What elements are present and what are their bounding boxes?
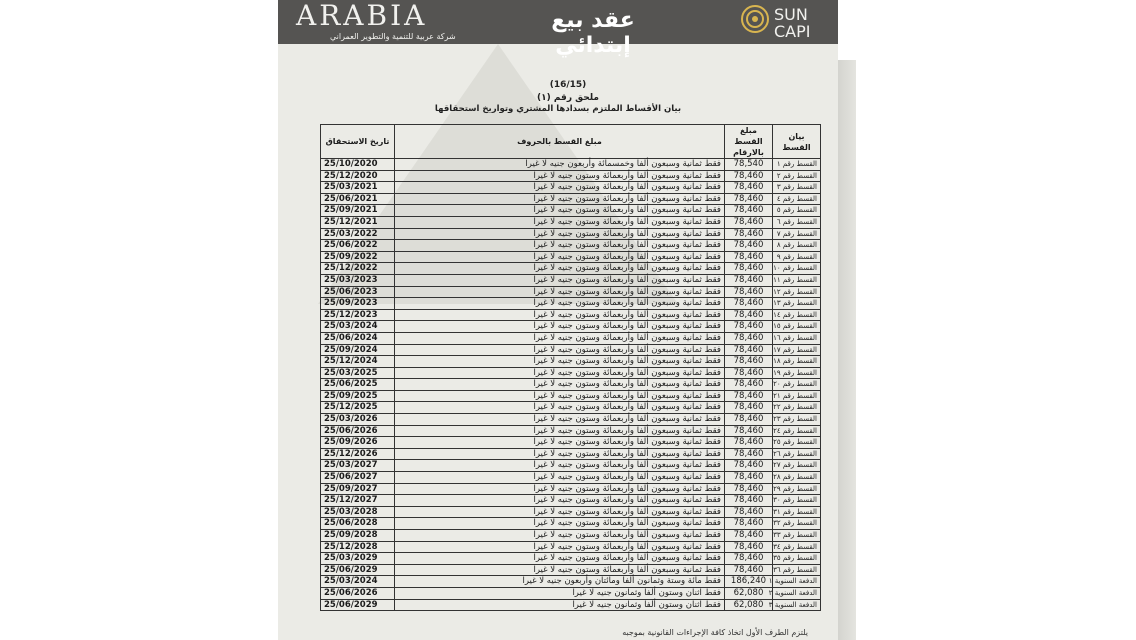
cell-amount: 78,460 <box>725 437 773 449</box>
cell-amount: 78,460 <box>725 402 773 414</box>
cell-label: القسط رقم ٢٠ <box>773 379 821 391</box>
col-header-words: مبلغ القسط بالحروف <box>395 125 725 159</box>
table-header-row <box>321 125 821 159</box>
cell-label: القسط رقم ٢٨ <box>773 472 821 484</box>
cell-date: 25/06/2026 <box>321 425 395 437</box>
footer-note: يلتزم الطرف الأول اتخاذ كافة الإجراءات القانونية بموجبه <box>622 628 808 637</box>
table-row <box>321 564 821 576</box>
cell-label: القسط رقم ١٤ <box>773 309 821 321</box>
arabia-subtitle: شركة عربية للتنمية والتطوير العمراني <box>330 32 456 41</box>
arabia-wordmark: ARABIA <box>296 0 428 32</box>
cell-date: 25/09/2021 <box>321 205 395 217</box>
table-row <box>321 298 821 310</box>
table-row <box>321 530 821 542</box>
table-row <box>321 414 821 426</box>
table-row <box>321 472 821 484</box>
cell-amount: 78,460 <box>725 414 773 426</box>
cell-words: فقط ثمانية وسبعون ألفا وأربعمائة وستون جنيه لا غيرا <box>395 286 725 298</box>
cell-words: فقط ثمانية وسبعون ألفا وأربعمائة وستون جنيه لا غيرا <box>395 506 725 518</box>
cell-words: فقط ثمانية وسبعون ألفا وأربعمائة وستون جنيه لا غيرا <box>395 332 725 344</box>
table-row <box>321 344 821 356</box>
cell-words: فقط ثمانية وسبعون ألفا وأربعمائة وستون جنيه لا غيرا <box>395 367 725 379</box>
cell-date: 25/12/2027 <box>321 495 395 507</box>
cell-words: فقط ثمانية وسبعون ألفا وأربعمائة وستون جنيه لا غيرا <box>395 530 725 542</box>
cell-label: القسط رقم ٨ <box>773 240 821 252</box>
cell-date: 25/12/2025 <box>321 402 395 414</box>
cell-label: القسط رقم ١٩ <box>773 367 821 379</box>
table-row <box>321 587 821 599</box>
cell-words: فقط ثمانية وسبعون ألفا وأربعمائة وستون جنيه لا غيرا <box>395 228 725 240</box>
cell-words: فقط ثمانية وسبعون ألفا وأربعمائة وستون جنيه لا غيرا <box>395 495 725 507</box>
table-row <box>321 216 821 228</box>
table-row <box>321 495 821 507</box>
cell-date: 25/06/2029 <box>321 564 395 576</box>
cell-label: القسط رقم ١٨ <box>773 356 821 368</box>
cell-date: 25/12/2022 <box>321 263 395 275</box>
cell-amount: 78,460 <box>725 448 773 460</box>
cell-amount: 78,460 <box>725 205 773 217</box>
cell-amount: 78,460 <box>725 274 773 286</box>
cell-words: فقط ثمانية وسبعون ألفا وأربعمائة وستون جنيه لا غيرا <box>395 216 725 228</box>
cell-amount: 78,460 <box>725 518 773 530</box>
cell-label: الدفعة السنوية ١ <box>773 576 821 588</box>
cell-amount: 78,460 <box>725 251 773 263</box>
cell-date: 25/03/2025 <box>321 367 395 379</box>
cell-date: 25/09/2022 <box>321 251 395 263</box>
page-header <box>278 0 838 58</box>
cell-label: القسط رقم ٢٥ <box>773 437 821 449</box>
cell-words: فقط ثمانية وسبعون ألفا وأربعمائة وستون جنيه لا غيرا <box>395 182 725 194</box>
cell-amount: 78,460 <box>725 182 773 194</box>
cell-words: فقط ثمانية وسبعون ألفا وأربعمائة وستون جنيه لا غيرا <box>395 309 725 321</box>
cell-label: القسط رقم ١٢ <box>773 286 821 298</box>
cell-label: القسط رقم ٣٦ <box>773 564 821 576</box>
cell-date: 25/03/2022 <box>321 228 395 240</box>
cell-label: القسط رقم ٧ <box>773 228 821 240</box>
table-row <box>321 240 821 252</box>
cell-words: فقط ثمانية وسبعون ألفا وأربعمائة وستون جنيه لا غيرا <box>395 472 725 484</box>
cell-label: القسط رقم ٣٢ <box>773 518 821 530</box>
cell-words: فقط ثمانية وسبعون ألفا وأربعمائة وستون جنيه لا غيرا <box>395 460 725 472</box>
cell-date: 25/10/2020 <box>321 159 395 171</box>
cell-date: 25/03/2027 <box>321 460 395 472</box>
table-row <box>321 356 821 368</box>
table-body <box>321 159 821 611</box>
cell-date: 25/12/2026 <box>321 448 395 460</box>
cell-words: فقط ثمانية وسبعون ألفا وأربعمائة وستون جنيه لا غيرا <box>395 564 725 576</box>
table-row <box>321 518 821 530</box>
cell-amount: 78,460 <box>725 367 773 379</box>
cell-words: فقط ثمانية وسبعون ألفا وأربعمائة وستون جنيه لا غيرا <box>395 379 725 391</box>
cell-amount: 186,240 <box>725 576 773 588</box>
cell-date: 25/06/2023 <box>321 286 395 298</box>
cell-label: القسط رقم ٣٥ <box>773 553 821 565</box>
cell-amount: 78,460 <box>725 298 773 310</box>
col-header-date: تاريخ الاستحقاق <box>321 125 395 159</box>
cell-date: 25/06/2025 <box>321 379 395 391</box>
col-header-label: بيان القسط <box>773 125 821 159</box>
cell-label: القسط رقم ١٧ <box>773 344 821 356</box>
sun-capital-logo <box>740 0 838 44</box>
cell-words: فقط ثمانية وسبعون ألفا وأربعمائة وستون جنيه لا غيرا <box>395 402 725 414</box>
cell-amount: 78,460 <box>725 263 773 275</box>
cell-amount: 78,460 <box>725 344 773 356</box>
table-row <box>321 170 821 182</box>
cell-label: القسط رقم ٥ <box>773 205 821 217</box>
cell-words: فقط ثمانية وسبعون ألفا وأربعمائة وستون جنيه لا غيرا <box>395 321 725 333</box>
cell-date: 25/03/2024 <box>321 321 395 333</box>
cell-date: 25/09/2026 <box>321 437 395 449</box>
cell-amount: 78,460 <box>725 193 773 205</box>
cell-words: فقط ثمانية وسبعون ألفا وأربعمائة وستون جنيه لا غيرا <box>395 170 725 182</box>
cell-words: فقط ثمانية وسبعون ألفا وأربعمائة وستون جنيه لا غيرا <box>395 425 725 437</box>
cell-date: 25/12/2020 <box>321 170 395 182</box>
document-page <box>278 0 838 640</box>
cell-amount: 78,460 <box>725 170 773 182</box>
cell-amount: 78,460 <box>725 506 773 518</box>
cell-words: فقط ثمانية وسبعون ألفا وأربعمائة وستون جنيه لا غيرا <box>395 274 725 286</box>
table-row <box>321 205 821 217</box>
table-row <box>321 576 821 588</box>
cell-amount: 78,460 <box>725 564 773 576</box>
cell-label: القسط رقم ١١ <box>773 274 821 286</box>
cell-date: 25/06/2021 <box>321 193 395 205</box>
cell-label: القسط رقم ٢٧ <box>773 460 821 472</box>
annex-title: ملحق رقم (١) <box>537 93 599 103</box>
table-row <box>321 182 821 194</box>
table-row <box>321 483 821 495</box>
table-row <box>321 506 821 518</box>
cell-words: فقط ثمانية وسبعون ألفا وأربعمائة وستون جنيه لا غيرا <box>395 193 725 205</box>
table-row <box>321 437 821 449</box>
installments-table <box>320 124 821 611</box>
table-row <box>321 332 821 344</box>
arabia-logo <box>296 2 456 42</box>
cell-amount: 62,080 <box>725 599 773 611</box>
table-row <box>321 448 821 460</box>
page-number: (16/15) <box>549 80 587 90</box>
table-row <box>321 367 821 379</box>
cell-label: القسط رقم ٣٠ <box>773 495 821 507</box>
table-row <box>321 553 821 565</box>
sun-rings-icon <box>740 4 770 34</box>
cell-amount: 78,460 <box>725 332 773 344</box>
cell-date: 25/12/2028 <box>321 541 395 553</box>
cell-label: القسط رقم ٣١ <box>773 506 821 518</box>
cell-amount: 78,460 <box>725 286 773 298</box>
cell-words: فقط ثمانية وسبعون ألفا وأربعمائة وستون جنيه لا غيرا <box>395 240 725 252</box>
document-title: عقد بيع إبتدائي <box>551 8 635 58</box>
cell-words: فقط ثمانية وسبعون ألفا وأربعمائة وستون جنيه لا غيرا <box>395 263 725 275</box>
table-row <box>321 159 821 171</box>
cell-words: فقط اثنان وستون ألفا وثمانون جنيه لا غيرا <box>395 599 725 611</box>
cell-label: الدفعة السنوية ٢ <box>773 587 821 599</box>
cell-label: القسط رقم ١٣ <box>773 298 821 310</box>
cell-date: 25/12/2023 <box>321 309 395 321</box>
cell-words: فقط ثمانية وسبعون ألفا وأربعمائة وستون جنيه لا غيرا <box>395 390 725 402</box>
cell-amount: 78,460 <box>725 425 773 437</box>
cell-label: القسط رقم ٢٩ <box>773 483 821 495</box>
cell-label: القسط رقم ٢٤ <box>773 425 821 437</box>
cell-date: 25/06/2024 <box>321 332 395 344</box>
cell-date: 25/06/2027 <box>321 472 395 484</box>
cell-words: فقط مائة وستة وثمانون ألفا ومائتان وأربعون جنيه لا غيرا <box>395 576 725 588</box>
cell-date: 25/09/2024 <box>321 344 395 356</box>
cell-amount: 78,460 <box>725 541 773 553</box>
cell-label: القسط رقم ٢١ <box>773 390 821 402</box>
cell-words: فقط ثمانية وسبعون ألفا وأربعمائة وستون جنيه لا غيرا <box>395 344 725 356</box>
cell-words: فقط ثمانية وسبعون ألفا وأربعمائة وستون جنيه لا غيرا <box>395 541 725 553</box>
cell-label: القسط رقم ٢٢ <box>773 402 821 414</box>
cell-date: 25/06/2022 <box>321 240 395 252</box>
cell-words: فقط ثمانية وسبعون ألفا وأربعمائة وستون جنيه لا غيرا <box>395 205 725 217</box>
cell-amount: 78,460 <box>725 216 773 228</box>
cell-label: القسط رقم ٤ <box>773 193 821 205</box>
cell-amount: 78,460 <box>725 228 773 240</box>
cell-date: 25/03/2029 <box>321 553 395 565</box>
table-row <box>321 541 821 553</box>
cell-words: فقط ثمانية وسبعون ألفا وأربعمائة وستون جنيه لا غيرا <box>395 448 725 460</box>
cell-date: 25/09/2025 <box>321 390 395 402</box>
cell-words: فقط ثمانية وسبعون ألفا وأربعمائة وستون جنيه لا غيرا <box>395 414 725 426</box>
cell-label: القسط رقم ٢٣ <box>773 414 821 426</box>
cell-label: الدفعة السنوية ٣ <box>773 599 821 611</box>
cell-label: القسط رقم ٣ <box>773 182 821 194</box>
table-row <box>321 321 821 333</box>
cell-amount: 78,460 <box>725 472 773 484</box>
cell-amount: 78,460 <box>725 530 773 542</box>
table-row <box>321 379 821 391</box>
cell-label: القسط رقم ١٥ <box>773 321 821 333</box>
cell-amount: 78,460 <box>725 309 773 321</box>
table-row <box>321 425 821 437</box>
cell-words: فقط ثمانية وسبعون ألفا وأربعمائة وستون جنيه لا غيرا <box>395 553 725 565</box>
table-row <box>321 460 821 472</box>
cell-words: فقط ثمانية وسبعون ألفا وأربعمائة وستون جنيه لا غيرا <box>395 251 725 263</box>
cell-date: 25/06/2028 <box>321 518 395 530</box>
cell-words: فقط ثمانية وسبعون ألفا وأربعمائة وستون جنيه لا غيرا <box>395 483 725 495</box>
table-row <box>321 390 821 402</box>
cell-amount: 78,460 <box>725 495 773 507</box>
table-row <box>321 309 821 321</box>
cell-date: 25/06/2029 <box>321 599 395 611</box>
table-row <box>321 251 821 263</box>
cell-amount: 78,540 <box>725 159 773 171</box>
cell-amount: 62,080 <box>725 587 773 599</box>
cell-words: فقط ثمانية وسبعون ألفا وأربعمائة وستون جنيه لا غيرا <box>395 518 725 530</box>
cell-date: 25/09/2027 <box>321 483 395 495</box>
col-header-amount: مبلغ القسط بالارقام <box>725 125 773 159</box>
table-row <box>321 402 821 414</box>
cell-amount: 78,460 <box>725 321 773 333</box>
cell-label: القسط رقم ٢٦ <box>773 448 821 460</box>
cell-words: فقط ثمانية وسبعون ألفا وأربعمائة وستون جنيه لا غيرا <box>395 356 725 368</box>
cell-words: فقط اثنان وستون ألفا وثمانون جنيه لا غيرا <box>395 587 725 599</box>
cell-label: القسط رقم ٩ <box>773 251 821 263</box>
table-row <box>321 274 821 286</box>
cell-label: القسط رقم ١٠ <box>773 263 821 275</box>
cell-amount: 78,460 <box>725 483 773 495</box>
table-description: بيان الأقساط الملتزم بسدادها المشتري وتواريخ استحقاقها <box>434 104 682 114</box>
cell-amount: 78,460 <box>725 553 773 565</box>
cell-amount: 78,460 <box>725 460 773 472</box>
cell-amount: 78,460 <box>725 356 773 368</box>
cell-label: القسط رقم ٢ <box>773 170 821 182</box>
cell-date: 25/06/2026 <box>321 587 395 599</box>
cell-label: القسط رقم ١ <box>773 159 821 171</box>
cell-date: 25/03/2028 <box>321 506 395 518</box>
table-row <box>321 286 821 298</box>
cell-label: القسط رقم ٣٣ <box>773 530 821 542</box>
cell-words: فقط ثمانية وسبعون ألفا وأربعمائة وستون جنيه لا غيرا <box>395 298 725 310</box>
cell-words: فقط ثمانية وسبعون ألفا وأربعمائة وستون جنيه لا غيرا <box>395 437 725 449</box>
cell-label: القسط رقم ١٦ <box>773 332 821 344</box>
cell-date: 25/12/2021 <box>321 216 395 228</box>
cell-date: 25/09/2023 <box>321 298 395 310</box>
cell-date: 25/03/2021 <box>321 182 395 194</box>
cell-amount: 78,460 <box>725 390 773 402</box>
table-row <box>321 193 821 205</box>
cell-date: 25/03/2026 <box>321 414 395 426</box>
table-row <box>321 599 821 611</box>
table-row <box>321 228 821 240</box>
table-row <box>321 263 821 275</box>
sun-capital-wordmark: SUN CAPI <box>774 5 811 41</box>
cell-date: 25/09/2028 <box>321 530 395 542</box>
cell-label: القسط رقم ٦ <box>773 216 821 228</box>
cell-date: 25/03/2023 <box>321 274 395 286</box>
cell-date: 25/03/2024 <box>321 576 395 588</box>
cell-date: 25/12/2024 <box>321 356 395 368</box>
cell-words: فقط ثمانية وسبعون ألفا وخمسمائة وأربعون جنيه لا غيرا <box>395 159 725 171</box>
cell-label: القسط رقم ٣٤ <box>773 541 821 553</box>
cell-amount: 78,460 <box>725 379 773 391</box>
cell-amount: 78,460 <box>725 240 773 252</box>
